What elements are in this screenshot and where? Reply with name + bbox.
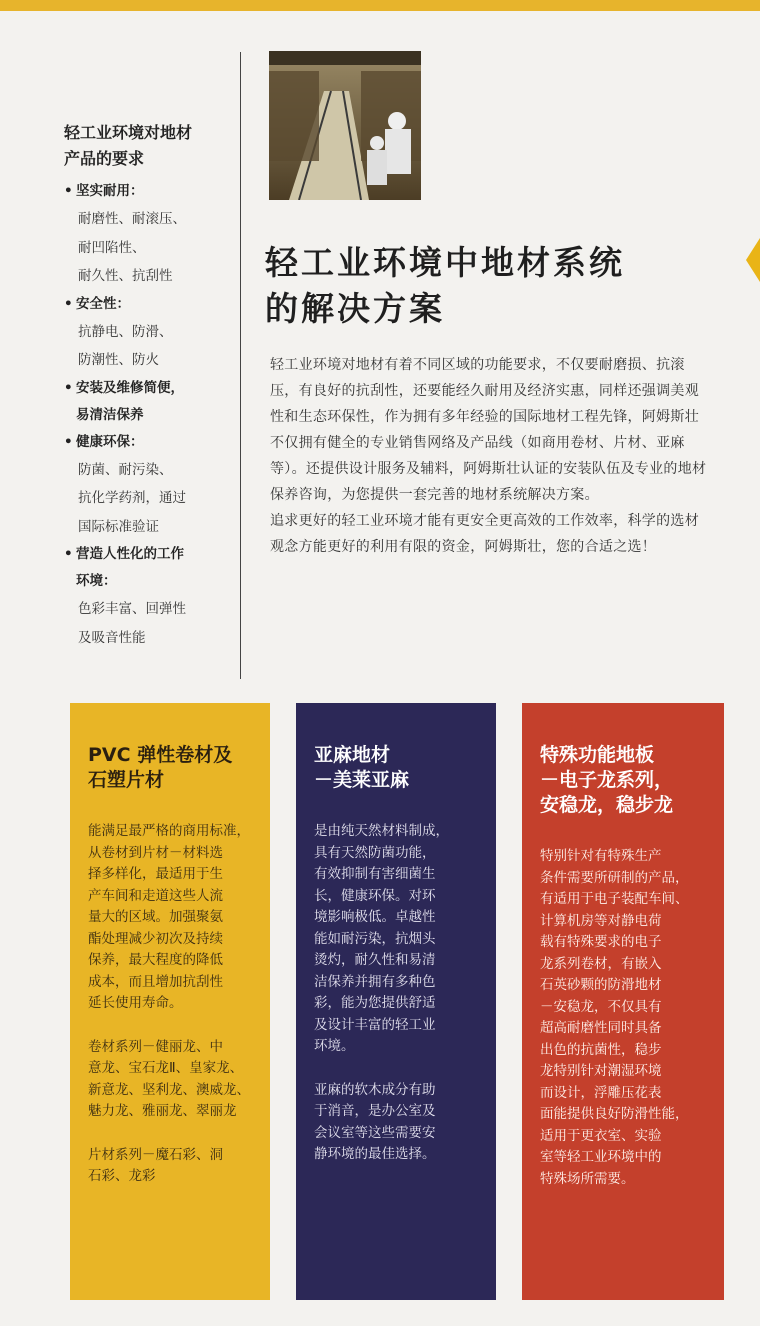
requirement-health: [64, 429, 234, 542]
requirement-safety: [64, 291, 234, 375]
card-title: PVC 弹性卷材及 石塑片材: [88, 744, 233, 791]
requirement-label: 安全性：: [76, 295, 130, 312]
card-title: 亚麻地材 －美莱亚麻: [314, 744, 410, 791]
requirement-durable: [64, 178, 234, 291]
card-special-function: [522, 703, 724, 1300]
card-pvc: [70, 703, 270, 1300]
requirement-desc: 色彩丰富、回弹性 及吸音性能: [78, 601, 186, 646]
sidebar-title: 轻工业环境对地材 产品的要求: [64, 123, 193, 168]
requirement-desc: 防菌、耐污染、 抗化学药剂，通过 国际标准验证: [78, 461, 186, 535]
factory-photo-illustration: [269, 51, 421, 200]
requirement-desc: 耐磨性、耐滚压、 耐凹陷性、 耐久性、抗刮性: [78, 211, 186, 284]
vertical-divider: [240, 52, 241, 679]
intro-paragraph: 轻工业环境对地材有着不同区域的功能要求，不仅要耐磨损、抗滚压，有良好的抗刮性，还要能经久耐用及经济实惠，同样还强调美观性和生态环保性，作为拥有多年经验的国际地材工程先锋，阿姆斯壮不仅拥有健全的专业销售网络及产品线（如商用卷材、片材、亚麻等）。还提供设计服务及辅料，阿姆斯壮认证的安装队伍及专业的地材保养咨询，为您提供一套完善的地材系统解决方案。: [270, 357, 707, 503]
page-title: 轻工业环境中地材系统 的解决方案: [265, 243, 625, 328]
card-linoleum: [296, 703, 496, 1300]
requirements-sidebar: [64, 120, 234, 652]
card-paragraph: 亚麻的软木成分有助 于消音，是办公室及 会议室等这些需要安 静环境的最佳选择。: [314, 1081, 436, 1162]
card-paragraph: 能满足最严格的商用标准， 从卷材到片材－材料选 择多样化，最适用于生 产车间和走道这些人流 量大的区域。加强聚氨 酯处理减少初次及持续 保养，最大程度的降低 成本，而且增加抗刮性 延长使用寿命。: [88, 823, 250, 1011]
bullet-icon: •: [64, 183, 73, 199]
requirement-label: 营造人性化的工作 环境：: [76, 546, 184, 589]
card-paragraph: 特别针对有特殊生产 条件需要所研制的产品， 有适用于电子装配车间、 计算机房等对静电荷 载有特殊要求的电子 龙系列卷材，有嵌入 石英砂颗的防滑地材 －安稳龙，不仅具有 超高耐磨性同时具备 出色的抗菌性，稳步 龙特别针对潮湿环境 而设计，浮雕压花表 面能提供良好防滑性能， 适用于更衣室、实验 室等轻工业环境中的 特殊场所需要。: [540, 848, 689, 1187]
card-paragraph: 是由纯天然材料制成， 具有天然防菌功能， 有效抑制有害细菌生 长，健康环保。对环 境影响极低。卓越性 能如耐污染，抗烟头 烫灼，耐久性和易清 洁保养并拥有多种色 彩，能为您提供舒适 及设计丰富的轻工业 环境。: [314, 823, 449, 1054]
bullet-icon: •: [64, 433, 73, 450]
requirement-label: 坚实耐用：: [76, 183, 144, 199]
card-title: 特殊功能地板 －电子龙系列， 安稳龙，稳步龙: [540, 744, 674, 816]
requirement-installation: [64, 375, 234, 429]
edge-tab-marker: [746, 238, 760, 282]
card-paragraph: 片材系列－魔石彩、洞 石彩、龙彩: [88, 1146, 223, 1184]
top-accent-band: [0, 0, 760, 11]
factory-photo: [269, 51, 421, 200]
intro-text: [270, 352, 710, 560]
requirement-label: 安装及维修简便， 易清洁保养: [76, 379, 184, 423]
bullet-icon: •: [64, 546, 73, 562]
intro-paragraph: 追求更好的轻工业环境才能有更安全更高效的工作效率，科学的选材观念方能更好的利用有限的资金，阿姆斯壮，您的合适之选！: [270, 513, 699, 555]
bullet-icon: •: [64, 295, 73, 312]
requirement-label: 健康环保：: [76, 433, 144, 450]
requirement-environment: [64, 541, 234, 652]
bullet-icon: •: [64, 379, 73, 396]
card-paragraph: 卷材系列－健丽龙、中 意龙、宝石龙Ⅱ、皇家龙、 新意龙、坚利龙、澳威龙、 魅力龙、雅丽龙、翠丽龙: [88, 1038, 250, 1119]
requirement-desc: 抗静电、防滑、 防潮性、防火: [78, 323, 173, 368]
